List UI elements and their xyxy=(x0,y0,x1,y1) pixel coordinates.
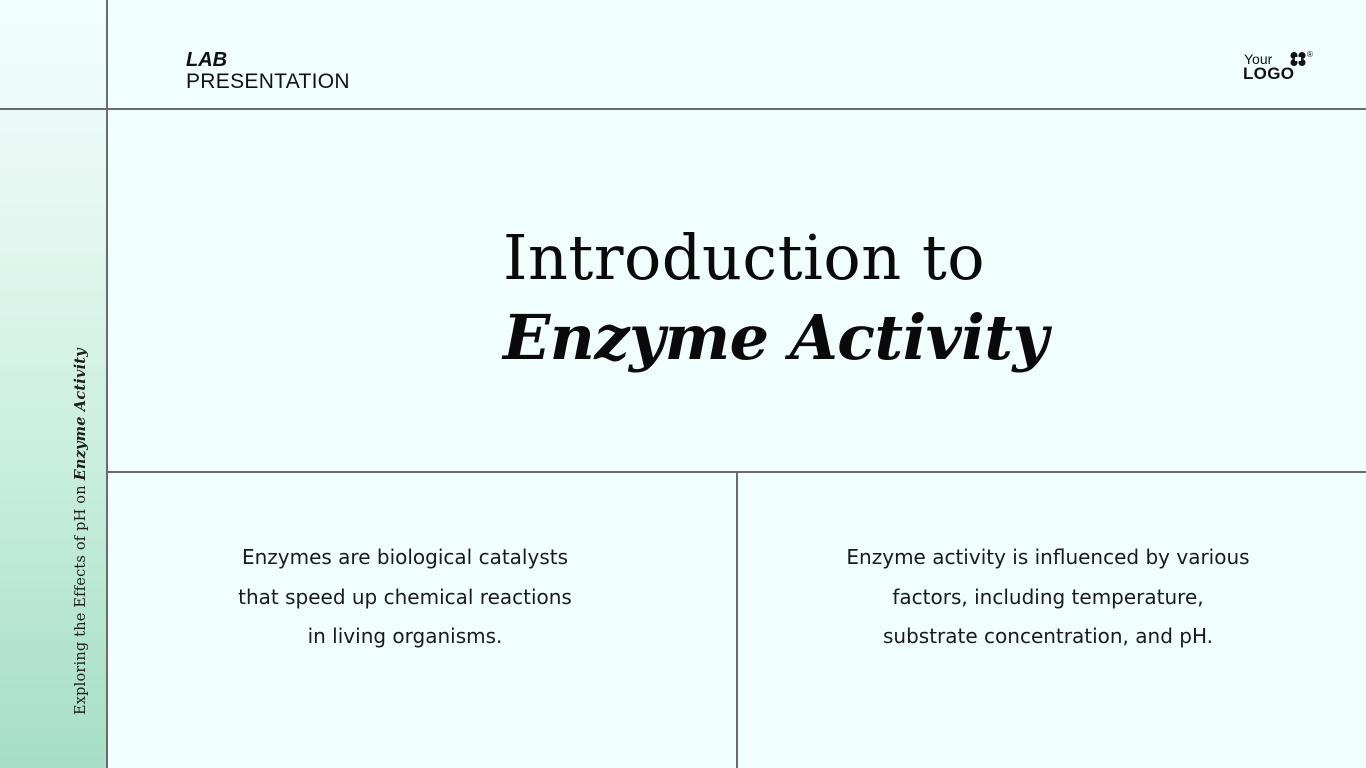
logo-line2: LOGO xyxy=(1243,64,1295,83)
presentation-label-line1: LAB xyxy=(186,49,228,71)
horizontal-divider-top xyxy=(0,108,1366,110)
body-text-left: Enzymes are biological catalysts that speed up chemical reactions in living organisms. xyxy=(238,545,572,648)
logo xyxy=(1243,50,1323,84)
sidebar-caption-emphasis: Enzyme Activity xyxy=(72,348,89,481)
slide-title-line1: Introduction to xyxy=(503,221,986,294)
logo-registered-mark: ® xyxy=(1307,50,1313,59)
slide-title-line2: Enzyme Activity xyxy=(503,301,1048,374)
slide-title xyxy=(503,218,1048,378)
logo-line1: Your xyxy=(1244,51,1273,67)
presentation-label-line2: PRESENTATION xyxy=(186,70,350,93)
side-gradient-band xyxy=(0,0,106,768)
presentation-label xyxy=(186,50,350,92)
sidebar-caption xyxy=(72,348,89,715)
body-text-right: Enzyme activity is influenced by various factors, including temperature, substrate concentration, and pH. xyxy=(846,545,1250,648)
sidebar-caption-prefix: Exploring the Effects of pH on xyxy=(73,480,89,715)
